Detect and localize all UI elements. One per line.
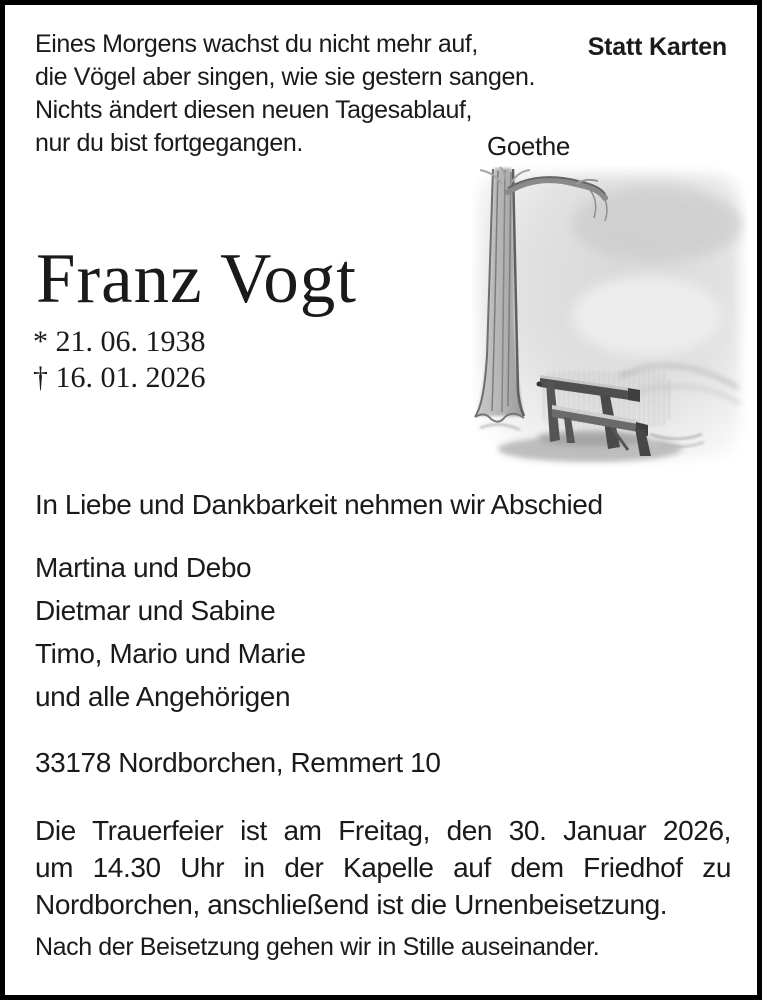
memorial-poem (35, 28, 535, 160)
birth-date: * 21. 06. 1938 (33, 325, 206, 358)
address-line: 33178 Nordborchen, Remmert 10 (35, 747, 441, 778)
closing-line: Nach der Beisetzung gehen wir in Stille auseinander. (35, 933, 600, 961)
mourner-line: und alle Angehörigen (35, 681, 291, 712)
mourner-line: Martina und Debo (35, 552, 252, 583)
poem-line: Nichts ändert diesen neuen Tagesablauf, (35, 96, 473, 124)
poem-line: nur du bist fortgegangen. (35, 129, 303, 157)
funeral-line: Die Trauerfeier ist am Freitag, den 30. Januar 2026, (35, 815, 731, 846)
life-dates (33, 324, 206, 396)
poem-line: die Vögel aber singen, wie sie gestern sangen. (35, 63, 535, 91)
poem-attribution: Goethe (487, 131, 570, 161)
funeral-line: um 14.30 Uhr in der Kapelle auf dem Friedhof zu (35, 852, 731, 883)
poem-line: Eines Morgens wachst du nicht mehr auf, (35, 30, 478, 58)
funeral-details (35, 812, 731, 923)
funeral-line: Nordborchen, anschließend ist die Urnenbeisetzung. (35, 889, 668, 920)
mourners-list (35, 546, 306, 718)
farewell-line: In Liebe und Dankbarkeit nehmen wir Abschied (35, 489, 603, 520)
death-date: † 16. 01. 2026 (33, 361, 206, 394)
mourner-line: Dietmar und Sabine (35, 595, 276, 626)
statt-karten-note: Statt Karten (587, 33, 727, 61)
memorial-illustration (472, 166, 748, 468)
deceased-name: Franz Vogt (36, 240, 357, 318)
mourner-line: Timo, Mario und Marie (35, 638, 306, 669)
